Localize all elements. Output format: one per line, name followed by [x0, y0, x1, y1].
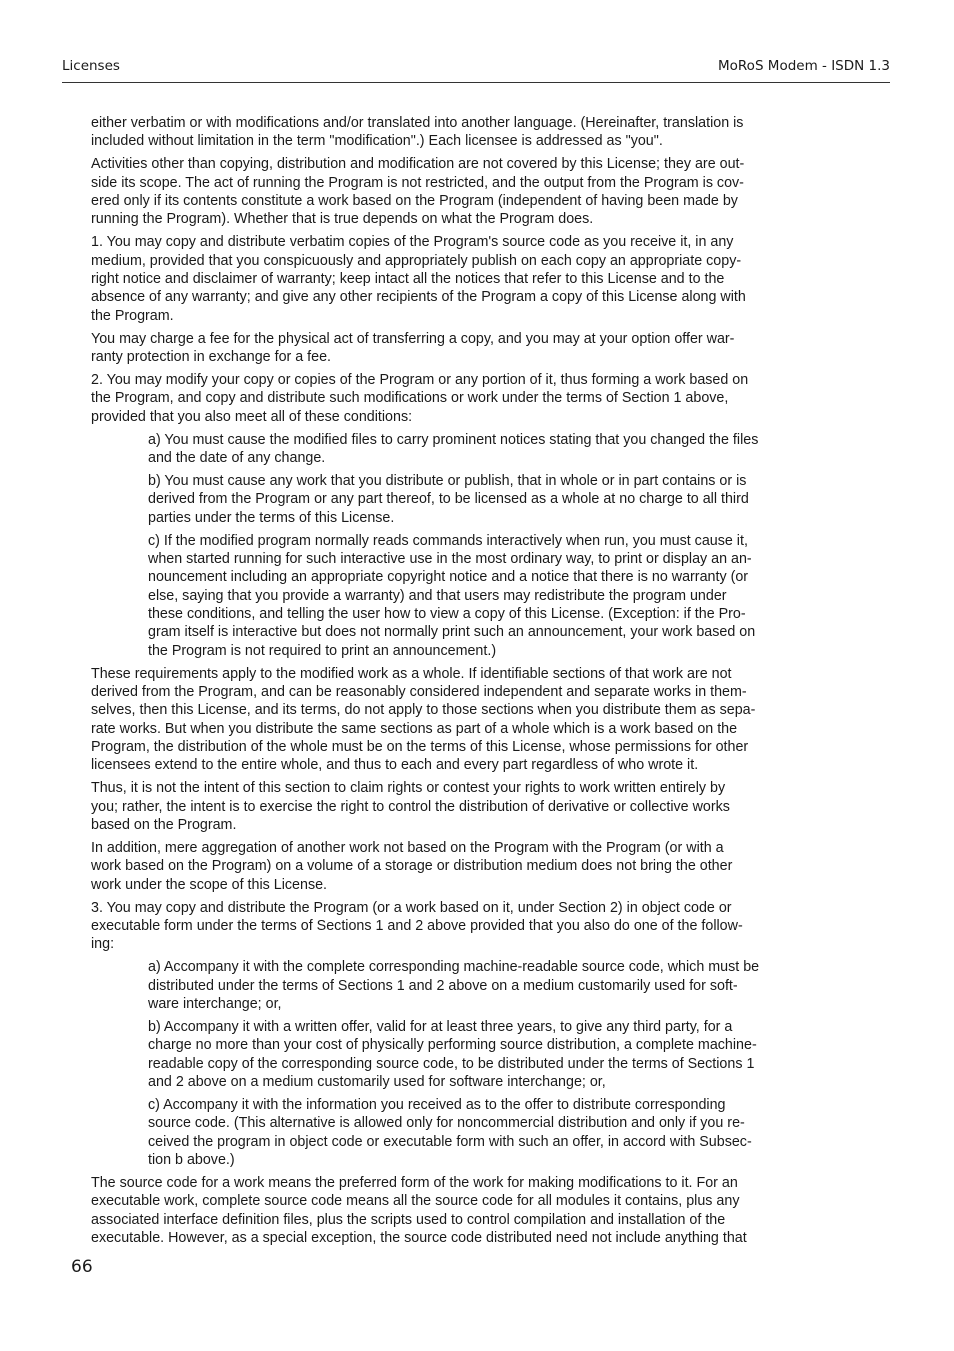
license-paragraph [91, 330, 851, 367]
text-line: b) You must cause any work that you distribute or publish, that in whole or in part contains or is [148, 473, 747, 490]
page-number: 66 [71, 1257, 93, 1277]
text-line: ceived the program in object code or executable form with such an offer, in accord with Subsec- [148, 1133, 752, 1150]
text-line: the Program is not required to print an announcement.) [148, 642, 497, 659]
text-line: based on the Program. [91, 816, 237, 833]
text-line: readable copy of the corresponding source code, to be distributed under the terms of Sections 1 [148, 1055, 755, 1072]
text-line: running the Program). Whether that is true depends on what the Program does. [91, 211, 594, 228]
text-line: else, saying that you provide a warranty) and that users may redistribute the program under [148, 587, 727, 604]
text-line: 3. You may copy and distribute the Program (or a work based on it, under Section 2) in object code or [91, 899, 732, 916]
text-line: nouncement including an appropriate copyright notice and a notice that there is no warranty (or [148, 569, 749, 586]
text-line: side its scope. The act of running the Program is not restricted, and the output from the Program is cov- [91, 174, 744, 191]
license-paragraph [91, 114, 851, 151]
text-line: a) You must cause the modified files to carry prominent notices stating that you changed the files [148, 431, 759, 448]
text-line: These requirements apply to the modified work as a whole. If identifiable sections of that work are not [91, 665, 732, 682]
license-paragraph [91, 371, 851, 426]
text-line: medium, provided that you conspicuously and appropriately publish on each copy an appropriate copy- [91, 252, 742, 269]
text-line: provided that you also meet all of these conditions: [91, 408, 413, 425]
text-line: when started running for such interactive use in the most ordinary way, to print or display an an- [148, 551, 752, 568]
text-line: distributed under the terms of Sections 1 and 2 above on a medium customarily used for soft- [148, 977, 738, 994]
text-line: gram itself is interactive but does not normally print such an announcement, your work based on [148, 624, 756, 641]
license-paragraph [91, 899, 851, 954]
text-line: executable form under the terms of Sections 1 and 2 above provided that you also do one of the follow- [91, 917, 743, 934]
text-line: Thus, it is not the intent of this section to claim rights or contest your rights to work written entirely by [91, 780, 726, 797]
text-line: In addition, mere aggregation of another work not based on the Program with the Program (or with a [91, 839, 724, 856]
text-line: executable. However, as a special exception, the source code distributed need not include anything that [91, 1229, 747, 1246]
license-subclause [148, 958, 851, 1013]
text-line: derived from the Program or any part thereof, to be licensed as a whole at no charge to all third [148, 491, 749, 508]
license-subclause [148, 1096, 851, 1169]
text-line: you; rather, the intent is to exercise the right to control the distribution of derivative or collective works [91, 798, 730, 815]
text-line: ered only if its contents constitute a work based on the Program (independent of having been made by [91, 192, 738, 209]
license-paragraph [91, 839, 851, 894]
text-line: Program, the distribution of the whole must be on the terms of this License, whose permissions for other [91, 738, 749, 755]
text-line: a) Accompany it with the complete corresponding machine-readable source code, which must be [148, 959, 760, 976]
license-subclause [148, 1018, 851, 1091]
text-line: work under the scope of this License. [91, 876, 328, 893]
header-section-title: Licenses [62, 58, 120, 74]
text-line: ing: [91, 936, 115, 953]
text-line: selves, then this License, and its terms, do not apply to those sections when you distribute them as sepa- [91, 702, 756, 719]
text-line: rate works. But when you distribute the same sections as part of a whole which is a work based on the [91, 720, 738, 737]
text-line: tion b above.) [148, 1151, 235, 1168]
text-line: work based on the Program) on a volume of a storage or distribution medium does not bring the other [91, 858, 733, 875]
text-line: associated interface definition files, plus the scripts used to control compilation and installation of the [91, 1211, 726, 1228]
text-line: You may charge a fee for the physical act of transferring a copy, and you may at your option offer war- [91, 330, 735, 347]
text-line: Activities other than copying, distribution and modification are not covered by this License; they are out- [91, 156, 745, 173]
license-body-text [91, 114, 851, 1252]
text-line: The source code for a work means the preferred form of the work for making modifications to it. For an [91, 1174, 738, 1191]
text-line: derived from the Program, and can be reasonably considered independent and separate works in them- [91, 683, 747, 700]
text-line: and 2 above on a medium customarily used for software interchange; or, [148, 1073, 606, 1090]
text-line: c) Accompany it with the information you received as to the offer to distribute corresponding [148, 1097, 726, 1113]
text-line: these conditions, and telling the user how to view a copy of this License. (Exception: if the Pro- [148, 606, 746, 622]
license-paragraph [91, 233, 851, 324]
running-header [62, 56, 890, 83]
text-line: source code. (This alternative is allowed only for noncommercial distribution and only if you re- [148, 1115, 745, 1132]
text-line: b) Accompany it with a written offer, valid for at least three years, to give any third party, for a [148, 1019, 733, 1036]
header-document-title: MoRoS Modem - ISDN 1.3 [718, 58, 890, 74]
license-subclause [148, 532, 851, 660]
text-line: the Program. [91, 307, 174, 324]
text-line: parties under the terms of this License. [148, 509, 395, 526]
text-line: ranty protection in exchange for a fee. [91, 348, 332, 365]
text-line: charge no more than your cost of physically performing source distribution, a complete machine- [148, 1037, 757, 1054]
text-line: executable work, complete source code means all the source code for all modules it contains, plus any [91, 1193, 740, 1210]
text-line: ware interchange; or, [148, 995, 282, 1012]
license-subclause [148, 472, 851, 527]
license-paragraph [91, 779, 851, 834]
text-line: either verbatim or with modifications and/or translated into another language. (Hereinafter, translation is [91, 115, 744, 131]
license-paragraph [91, 1174, 851, 1247]
license-paragraph [91, 665, 851, 775]
license-paragraph [91, 155, 851, 228]
license-subclause [148, 431, 851, 468]
text-line: and the date of any change. [148, 450, 326, 467]
text-line: the Program, and copy and distribute such modifications or work under the terms of Section 1 above, [91, 390, 729, 407]
text-line: 1. You may copy and distribute verbatim copies of the Program's source code as you receive it, in any [91, 234, 734, 251]
text-line: licensees extend to the entire whole, and thus to each and every part regardless of who wrote it. [91, 757, 699, 774]
text-line: 2. You may modify your copy or copies of the Program or any portion of it, thus forming a work based on [91, 372, 749, 389]
text-line: absence of any warranty; and give any other recipients of the Program a copy of this License along with [91, 289, 746, 306]
text-line: right notice and disclaimer of warranty; keep intact all the notices that refer to this License and to the [91, 270, 725, 287]
text-line: included without limitation in the term "modification".) Each licensee is addressed as "you". [91, 133, 663, 150]
text-line: c) If the modified program normally reads commands interactively when run, you must cause it, [148, 532, 748, 549]
